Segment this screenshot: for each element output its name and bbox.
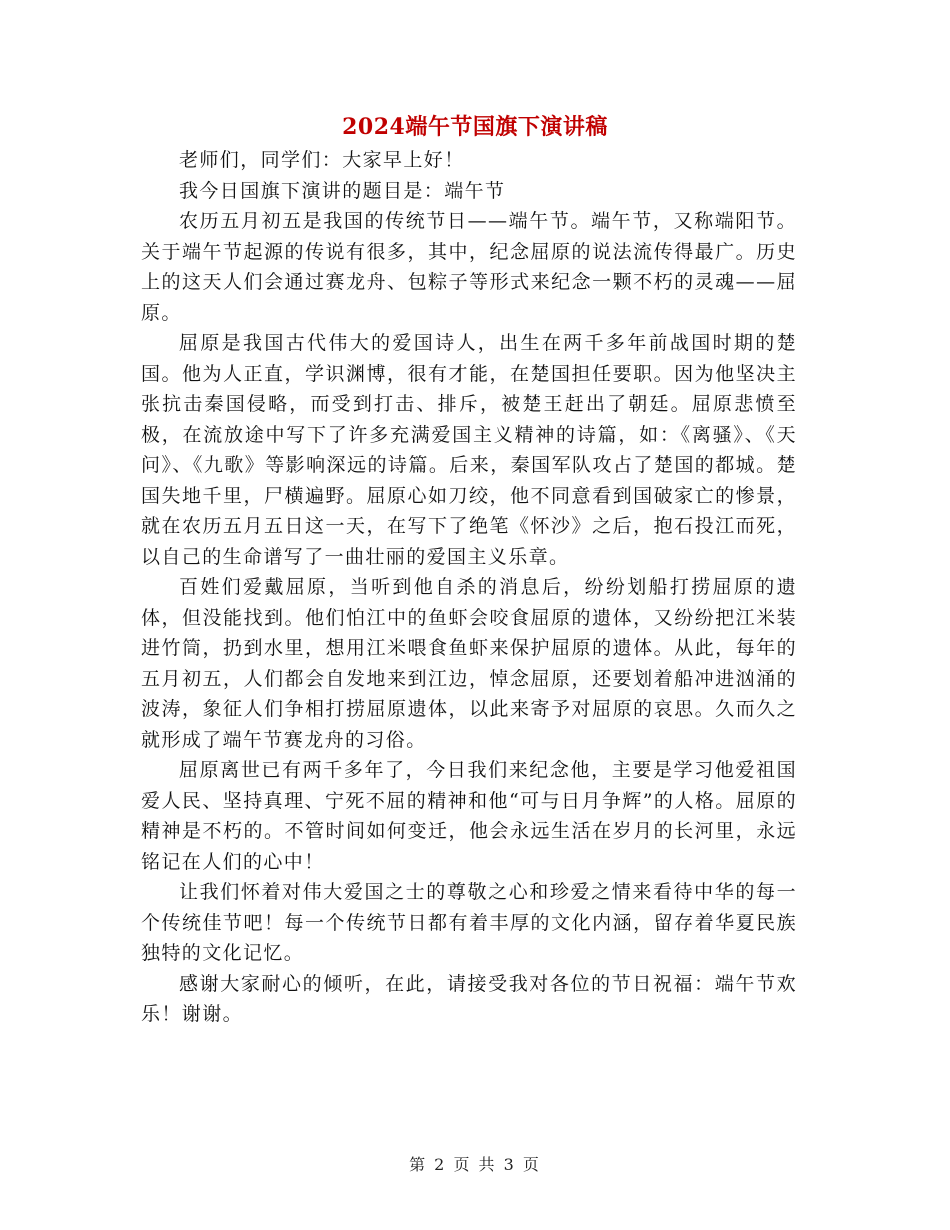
paragraph-topic: 我今日国旗下演讲的题目是：端午节	[179, 179, 506, 202]
paragraph-closing: 感谢大家耐心的倾听，在此，请接受我对各位的节日祝福：端午节欢乐！谢谢。	[141, 972, 797, 1025]
paragraph-spirit: 屈原离世已有两千多年了，今日我们来纪念他，主要是学习他爱祖国爱人民、坚持真理、宁死不屈的精神和他“可与日月争辉”的人格。屈原的精神是不朽的。不管时间如何变迁，他会永远生活在岁月的长河里，永远铭记在人们的心中！	[141, 759, 797, 873]
paragraph-quyuan-story: 屈原是我国古代伟大的爱国诗人，出生在两千多年前战国时期的楚国。他为人正直，学识渊博，很有才能，在楚国担任要职。因为他坚决主张抗击秦国侵略，而受到打击、排斥，被楚王赶出了朝廷。屈原悲愤至极，在流放途中写下了许多充满爱国主义精神的诗篇，如：《离骚》、《天问》、《九歌》等影响深远的诗篇。后来，秦国军队攻占了楚国的都城。楚国失地千里，尸横遍野。屈原心如刀绞，他不同意看到国破家亡的惨景，就在农历五月五日这一天，在写下了绝笔《怀沙》之后，抱石投江而死，以自己的生命谱写了一曲壮丽的爱国主义乐章。	[141, 332, 797, 568]
paragraph-call-to-action: 让我们怀着对伟大爱国之士的尊敬之心和珍爱之情来看待中华的每一个传统佳节吧！每一个传统节日都有着丰厚的文化内涵，留存着华夏民族独特的文化记忆。	[141, 881, 797, 964]
paragraph-greeting: 老师们，同学们：大家早上好！	[179, 149, 465, 171]
page-number-footer: 第 2 页 共 3 页	[409, 1155, 541, 1174]
document-body	[141, 145, 797, 1030]
paragraph-intro: 农历五月初五是我国的传统节日——端午节。端午节，又称端阳节。关于端午节起源的传说有很多，其中，纪念屈原的说法流传得最广。历史上的这天人们会通过赛龙舟、包粽子等形式来纪念一颗不朽的灵魂——屈原。	[141, 210, 797, 324]
document-title: 2024端午节国旗下演讲稿	[342, 114, 608, 140]
paragraph-custom-origin: 百姓们爱戴屈原，当听到他自杀的消息后，纷纷划船打捞屈原的遗体，但没能找到。他们怕江中的鱼虾会咬食屈原的遗体，又纷纷把江米装进竹筒，扔到水里，想用江米喂食鱼虾来保护屈原的遗体。从此，每年的五月初五，人们都会自发地来到江边，悼念屈原，还要划着船冲进汹涌的波涛，象征人们争相打捞屈原遗体，以此来寄予对屈原的哀思。久而久之就形成了端午节赛龙舟的习俗。	[141, 576, 797, 751]
